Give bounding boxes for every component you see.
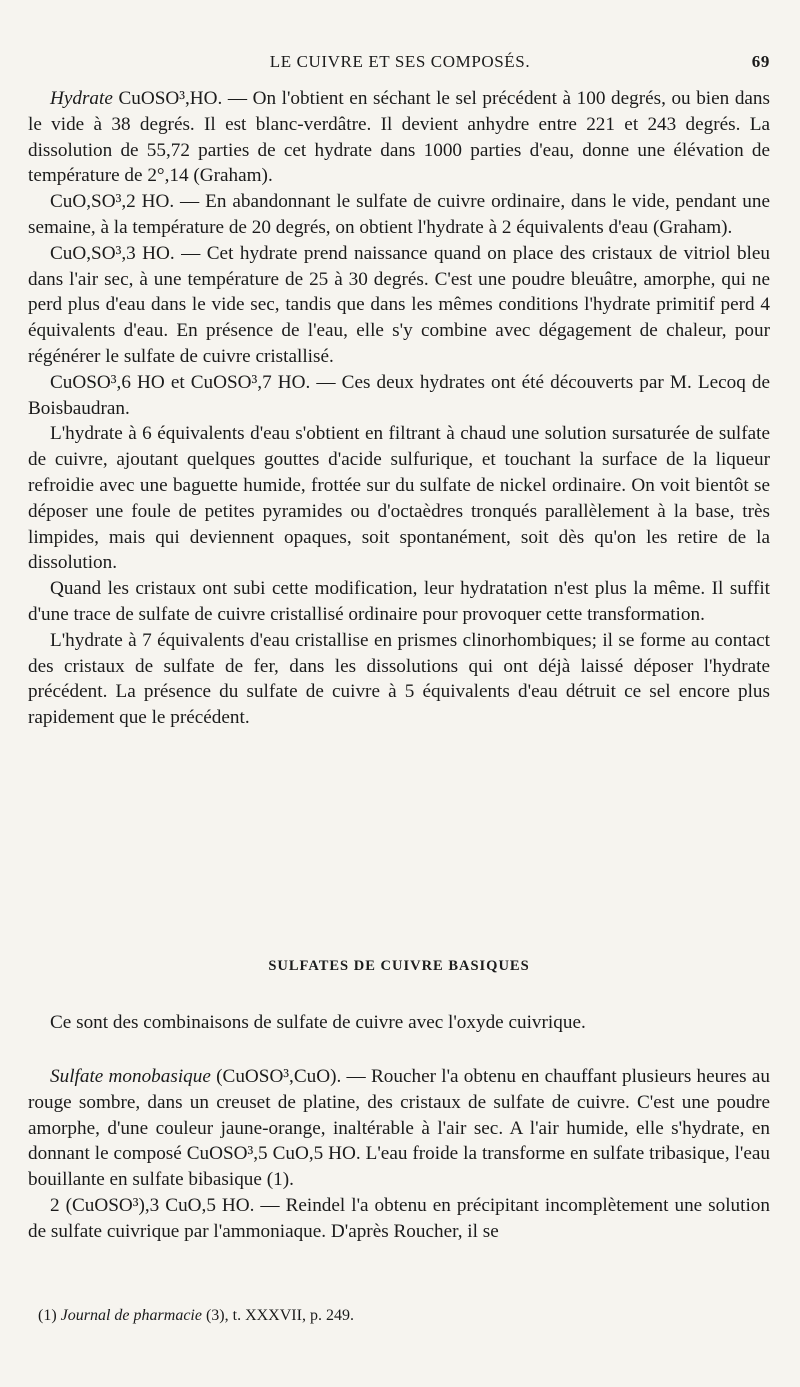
paragraph <box>28 370 770 422</box>
paragraph <box>28 86 770 189</box>
paragraph <box>28 628 770 731</box>
running-header <box>30 52 770 80</box>
paragraph <box>28 1193 770 1245</box>
paragraph-text: CuOSO³,6 HO et CuOSO³,7 HO. — Ces deux hydrates ont été découverts par M. Lecoq de Boisbaudran. <box>28 371 770 419</box>
paragraph-text: Quand les cristaux ont subi cette modification, leur hydratation n'est plus la même. Il suffit d'une trace de sulfate de cuivre cristallisé ordinaire pour provoquer cette transformation. <box>28 578 770 625</box>
paragraph-text: L'hydrate à 7 équivalents d'eau cristallise en prismes clinorhombiques; il se forme au contact des cristaux de sulfate de fer, dans les dissolutions qui ont déjà laissé déposer l'hydrate précédent. La présence du sulfate de cuivre à 5 équivalents d'eau détruit ce sel encore plus rapidement que le précédent. <box>28 629 770 729</box>
paragraph <box>28 241 770 370</box>
paragraph <box>28 1064 770 1193</box>
section-title: SULFATES DE CUIVRE BASIQUES <box>268 958 530 974</box>
paragraph-text: CuO,SO³,3 HO. — Cet hydrate prend naissance quand on place des cristaux de vitriol bleu dans l'air sec, à une température de 25 à 30 degrés. C'est une poudre bleuâtre, amorphe, qui ne perd plus d'eau dans le vide sec, tandis que dans les mêmes conditions l'hydrate primitif perd 4 équivalents d'eau. En présence de l'eau, elle s'y combine avec dégagement de chaleur, pour régénérer le sulfate de cuivre cristallisé. <box>28 242 770 367</box>
paragraph <box>28 189 770 241</box>
paragraph-text: CuOSO³,HO. — On l'obtient en séchant le sel précédent à 100 degrés, ou bien dans le vide à 38 degrés. Il est blanc-verdâtre. Il devient anhydre entre 221 et 243 degrés. La dissolution de 55,72 parties de cet hydrate dans 1000 parties d'eau, donne une élévation de température de 2°,14 (Graham). <box>28 88 770 187</box>
paragraph-text: CuO,SO³,2 HO. — En abandonnant le sulfate de cuivre ordinaire, dans le vide, pendant une semaine, à la température de 20 degrés, on obtient l'hydrate à 2 équivalents d'eau (Graham). <box>28 191 770 238</box>
footnote-ref: (3), t. XXXVII, p. 249. <box>205 1307 354 1324</box>
footnote-source: Journal de pharmacie <box>60 1307 202 1324</box>
paragraph-text: 2 (CuOSO³),3 CuO,5 HO. — Reindel l'a obtenu en précipitant incomplètement une solution de sulfate cuivrique par l'ammoniaque. D'après Roucher, il se <box>28 1194 770 1242</box>
running-title: LE CUIVRE ET SES COMPOSÉS. <box>269 52 531 71</box>
paragraph <box>28 421 770 576</box>
paragraph-lead: Hydrate <box>50 88 113 109</box>
paragraph-text: L'hydrate à 6 équivalents d'eau s'obtient en filtrant à chaud une solution sursaturée de sulfate de cuivre, ajoutant quelques gouttes d'acide sulfurique, et touchant la surface de la liqueur refroidie avec une baguette humide, frottée sur du sulfate de nickel ordinaire. On voit bientôt se déposer une foule de petites pyramides ou d'octaèdres tronqués parallèlement à la base, très limpides, mais qui deviennent opaques, soit spontanément, soit dès qu'on les retire de la dissolution. <box>28 423 770 574</box>
paragraph-text: (CuOSO³,CuO). — Roucher l'a obtenu en chauffant plusieurs heures au rouge sombre, dans un creuset de platine, des cristaux de sulfate de cuivre. C'est une poudre amorphe, d'une couleur jaune-orange, inaltérable à l'air sec. A l'air humide, elle s'hydrate, en donnant le composé CuOSO³,5 CuO,5 HO. L'eau froide la transforme en sulfate tribasique, l'eau bouillante en sulfate bibasique (1). <box>28 1066 770 1191</box>
footnote <box>38 1307 354 1325</box>
section-intro-block <box>28 1010 770 1036</box>
body-text-bottom <box>28 1064 770 1245</box>
paragraph-lead: Sulfate monobasique <box>50 1066 211 1087</box>
body-text-top <box>28 86 770 731</box>
paragraph <box>28 576 770 628</box>
section-intro: Ce sont des combinaisons de sulfate de cuivre avec l'oxyde cuivrique. <box>50 1012 586 1033</box>
footnote-mark: (1) <box>38 1307 57 1324</box>
page-number: 69 <box>751 52 770 71</box>
